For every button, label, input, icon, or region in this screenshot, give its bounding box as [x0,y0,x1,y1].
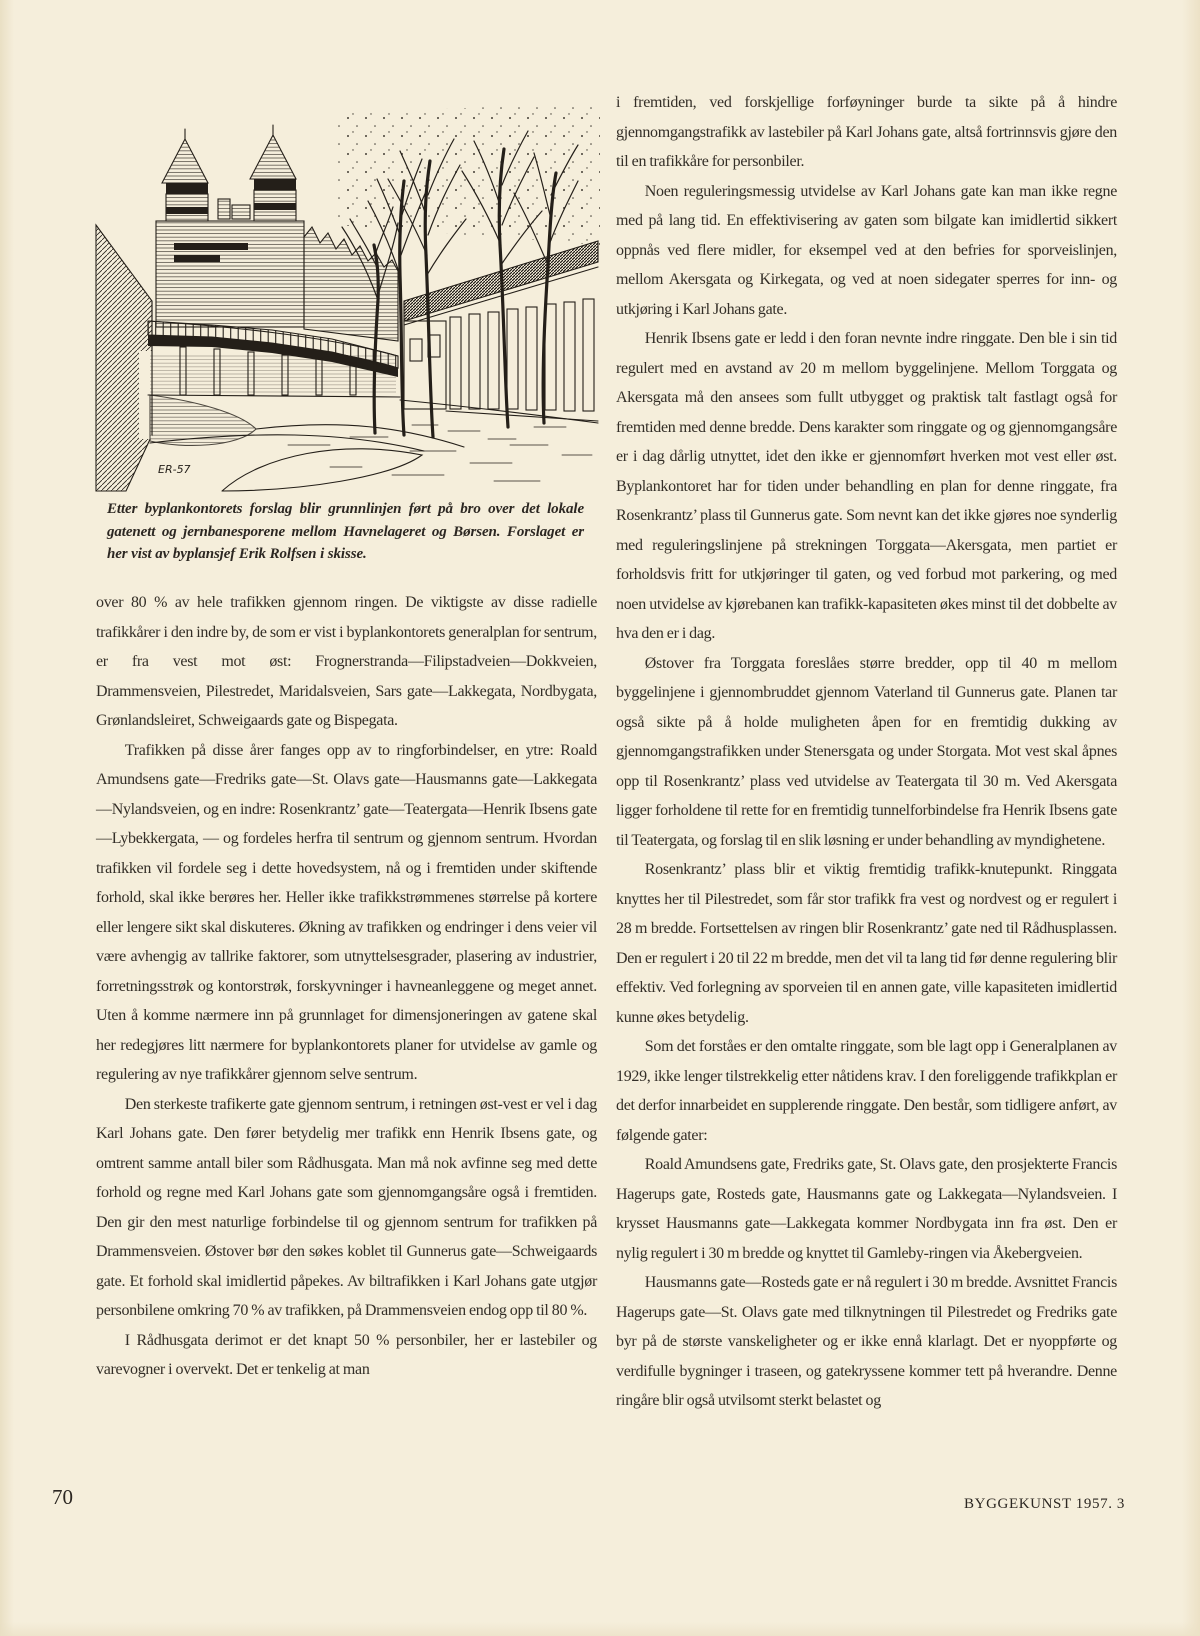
road-mound [222,449,422,491]
illustration-caption: Etter byplankontorets forslag blir grunnlinjen ført på bro over det lokale gatenett og jernbanesporene mellom Havnelageret og Børsen. Forslaget er her vist av byplansjef Erik Rolfsen i skisse. [107,501,584,562]
crenellated-parapet [304,227,398,341]
page-number: 70 [52,1485,73,1509]
paragraph: Hausmanns gate—Rosteds gate er nå regulert i 30 m bredde. Avsnittet Francis Hagerups gate—St. Olavs gate med tilknytningen til Pilestredet og Fredriks gate byr på de største vanskeligheter og er ikke ennå klarlagt. Det er nyoppførte og verdifulle bygninger i traseen, og gatekryssene kommer tett på hverandre. Denne ringåre blir også utvilsomt sterkt belastet og [616,1274,1117,1409]
architectural-sketch [92,95,604,493]
paragraph: I Rådhusgata derimot er det knapt 50 % personbiler, her er lastebiler og varevogner i overvekt. Det er tenkelig at man [96,1331,597,1378]
paragraph: Den sterkeste trafikerte gate gjennom sentrum, i retningen øst-vest er vel i dag Karl Johans gate. Den fører betydelig mer trafikk enn Henrik Ibsens gate, og omtrent samme antall biler som Rådhusgata. Man må nok avfinne seg med dette forhold og regne med Karl Johans gate som gjennomgangsåre også i fremtiden. Den gir den mest naturlige forbindelse til og gjennom sentrum for trafikken på Drammensveien. Østover bør den søkes koblet til Gunnerus gate—Schweigaards gate. Et forhold skal imidlertid påpekes. Av biltrafikken i Karl Johans gate utgjør personbilene omkring 70 % av trafikken, på Drammensveien endog opp til 80 %. [96,1095,597,1319]
annex-wall [404,321,446,409]
artist-signature: ER-57 [158,463,191,476]
paragraph: Henrik Ibsens gate er ledd i den foran nevnte indre ringgate. Den ble i sin tid regulert med en avstand av 20 m mellom byggelinjene. Mellom Torggata og Akersgata må den ansees som fullt utbygget og praktisk talt fastlagt også for fremtiden med denne bredde. Dens karakter som ringgate og og gjennomgangsåre er i dag dårlig utnyttet, idet den ikke er gjennomført hverken mot vest eller øst. Byplankontoret har for tiden under behandling en plan for denne ringgate, fra Rosenkrantz’ plass til Gunnerus gate. Som nevnt kan det ikke gjøres noe synderlig med reguleringslinjene på strekningen Torggata—Akersgata, men partiet er forholdsvis fritt for utkjøringer til gaten, og ved forbud mot parkering, og med noen utvidelse av kjørebanen kan trafikk-kapasiteten økes minst til det dobbelte av hva den er i dag. [616,330,1117,642]
paragraph: Som det forståes er den omtalte ringgate, som ble lagt opp i Generalplanen av 1929, ikke lenger tilstrekkelig etter nåtidens krav. I den foreliggende trafikkplan er det derfor innarbeidet en supplerende ringgate. Den består, som tidligere anført, av følgende gater: [616,1038,1117,1144]
tower-left [162,139,208,183]
journal-footer: BYGGEKUNST 1957. 3 [964,1496,1125,1512]
paragraph: over 80 % av hele trafikken gjennom ringen. De viktigste av disse radielle trafikkårer i den indre by, de som er vist i byplankontorets generalplan for sentrum, er fra vest mot øst: Frognerstranda—Filipstadveien—Dokkveien, Drammensveien, Pilestredet, Maridalsveien, Sars gate—Lakkegata, Nordbygata, Grønlandsleiret, Schweigaards gate og Bispegata. [96,594,597,729]
paragraph: Noen reguleringsmessig utvidelse av Karl Johans gate kan man ikke regne med på lang tid. En effektivisering av gaten som bilgate kan imidlertid sikkert oppnås ved flere midler, for eksempel ved at den befries for sporveislinjen, mellom Akersgata og Kirkegata, og ved at noen sidegater sperres for inn- og utkjøring i Karl Johans gate. [616,182,1117,318]
colonnade [450,299,594,411]
text-column-right [616,88,1117,1416]
paragraph: Trafikken på disse årer fanges opp av to ringforbindelser, en ytre: Roald Amundsens gate—Fredriks gate—St. Olavs gate—Hausmanns gate—Lakkegata—Nylandsveien, og en indre: Rosenkrantz’ gate—Teatergata—Henrik Ibsens gate—Lybekkergata, — og fordeles herfra til sentrum og gjennom sentrum. Hvordan trafikken vil fordele seg i dette hovedsystem, nå og i fremtiden under skiftende forhold, skal ikke berøres her. Heller ikke trafikkstrømmenes størrelse på kortere eller lengere sikt skal diskuteres. Økning av trafikken og endringer i dens veier vil være avhengig av tallrike faktorer, som utnyttelsesgrader, plasering av industrier, forretningsstrøk og kontorstrøk, forskyvninger i havneanleggene og meget annet. Uten å komme nærmere inn på grunnlaget for dimensjoneringen av gatene skal her redegjøres litt nærmere for byplankontorets planer for utvidelse av gamle og regulering av nye trafikkårer gjennom selve sentrum. [96,741,597,1083]
tower-right [250,135,296,179]
paragraph: Østover fra Torggata foreslåes større bredder, opp til 40 m mellom byggelinjene i gjennombruddet gjennom Vaterland til Gunnerus gate. Planen tar også sikte på å holde muligheten åpen for en fremtidig dukking av gjennomgangstrafikken under Stenersgata og under Storgata. Mot vest skal åpnes opp til Rosenkrantz’ plass ved utvidelse av Teatergata til 30 m. Ved Akersgata ligger forholdene til rette for en fremtidig tunnelforbindelse fra Henrik Ibsens gate til Teatergata, og forslag til en slik løsning er under behandling av myndighetene. [616,654,1117,849]
paragraph: i fremtiden, ved forskjellige forføyninger burde ta sikte på å hindre gjennomgangstrafikk av lastebiler på Karl Johans gate, altså fortrinnsvis gjøre den til en trafikkåre for personbiler. [616,94,1117,170]
road-hatching [288,425,592,481]
paragraph: Rosenkrantz’ plass blir et viktig fremtidig trafikk-knutepunkt. Ringgata knyttes her til Pilestredet, som får stor trafikk fra vest og nordvest og er regulert i 28 m bredde. Fortsettelsen av ringen blir Rosenkrantz’ gate ned til Rådhusplassen. Den er regulert i 20 til 22 m bredde, men det vil ta lang tid før denne regulering blir effektiv. Ved forlegning av sporveien til en annen gate, ville kapasiteten imidlertid kunne økes betydelig. [616,861,1117,1026]
tree-canopy-speckle [337,103,600,245]
paragraph: Roald Amundsens gate, Fredriks gate, St. Olavs gate, den prosjekterte Francis Hagerups gate, Rosteds gate, Hausmanns gate og Lakkegata—Nylandsveien. I krysset Hausmanns gate—Lakkegata kommer Nordbygata inn fra øst. Den er nylig regulert i 30 m bredde og knyttet til Gamleby-ringen via Åkebergveien. [616,1156,1117,1262]
text-column-left [96,588,597,1385]
havnelageret-facade [156,221,304,327]
